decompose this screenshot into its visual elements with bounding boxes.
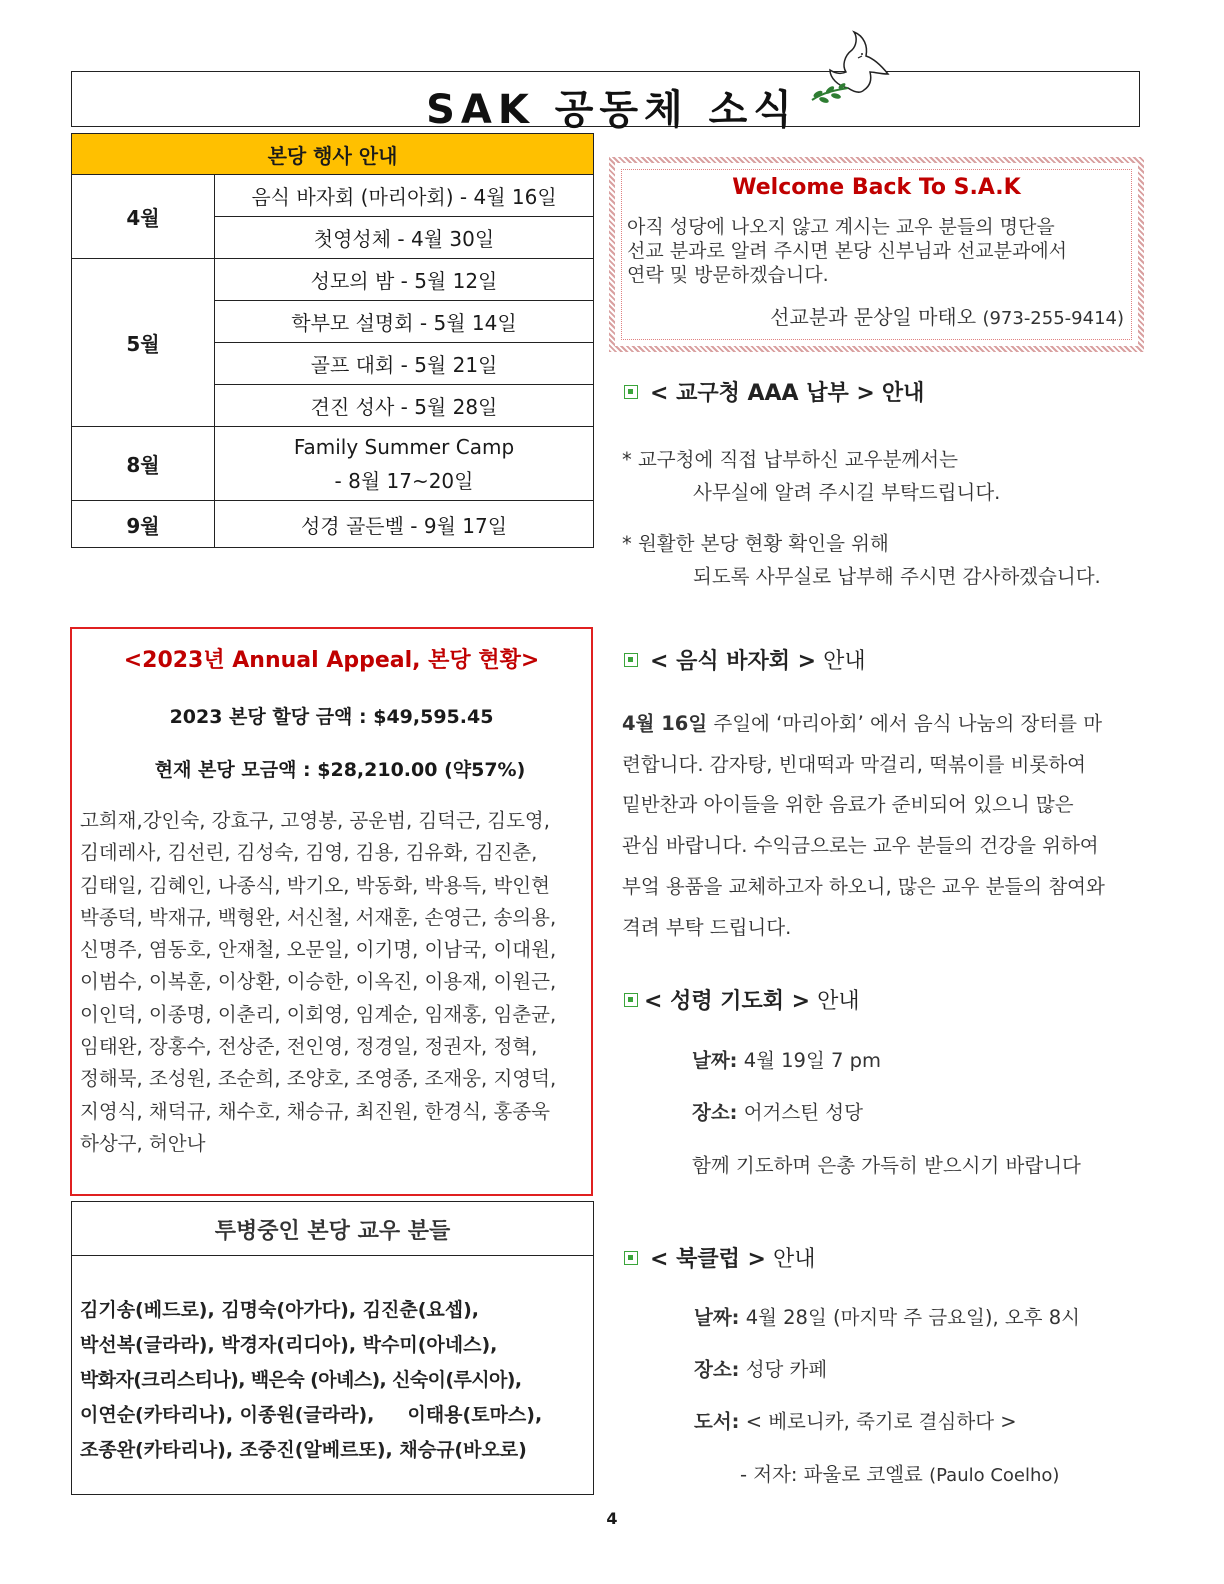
event-item <box>215 427 594 501</box>
event-item: 첫영성체 - 4월 30일 <box>215 217 594 259</box>
bookclub-heading <box>624 1242 815 1273</box>
month-cell: 4월 <box>72 175 215 259</box>
welcome-title: Welcome Back To S.A.K <box>732 175 1021 200</box>
prayer-heading-title: < 성령 기도회 > <box>644 989 811 1014</box>
prayer-place-value: 어거스틴 성당 <box>743 1101 863 1124</box>
prayer-heading <box>624 984 860 1015</box>
sick-line: 이연순(카타리나), 이종원(글라라), 이태용(토마스), <box>80 1404 543 1426</box>
welcome-line: 연락 및 방문하겠습니다. <box>627 264 829 286</box>
bookclub-place-value: 성당 카페 <box>745 1358 828 1381</box>
sick-members-list <box>80 1293 585 1468</box>
event-item: 음식 바자회 (마리아회) - 4월 16일 <box>215 175 594 217</box>
donor-line: 김태일, 김혜인, 나종식, 박기오, 박동화, 박용득, 박인현 <box>80 873 550 897</box>
welcome-back-box <box>609 157 1144 352</box>
prayer-note: 함께 기도하며 은총 가득히 받으시기 바랍니다 <box>692 1154 1081 1177</box>
event-item: 골프 대회 - 5월 21일 <box>215 343 594 385</box>
sick-members-title: 투병중인 본당 교우 분들 <box>214 1219 451 1244</box>
bazaar-line: 격려 부탁 드립니다. <box>622 915 792 939</box>
aaa-heading-rest: 안내 <box>881 381 925 406</box>
bookclub-place <box>694 1354 827 1382</box>
donor-line: 고희재,강인숙, 강효구, 고영봉, 공운범, 김덕근, 김도영, <box>80 809 550 832</box>
bookclub-author-ko: - 저자: 파울로 코엘료 <box>740 1463 923 1486</box>
prayer-date <box>692 1045 881 1073</box>
bazaar-heading-rest: 안내 <box>823 649 866 674</box>
bookclub-date-value: 4월 28일 (마지막 주 금요일), 오후 8시 <box>745 1306 1080 1329</box>
welcome-line: 아직 성당에 나오지 않고 계시는 교우 분들의 명단을 <box>627 216 1055 238</box>
appeal-donor-list <box>80 805 580 1160</box>
bookclub-book-value: < 베로니카, 죽기로 결심하다 > <box>745 1410 1017 1433</box>
page-title: SAK 공동체 소식 <box>426 87 798 133</box>
prayer-place-label: 장소: <box>692 1101 738 1124</box>
event-item-line: Family Summer Camp <box>293 434 515 459</box>
page-number: 4 <box>606 1509 618 1528</box>
bazaar-line: 부엌 용품을 교체하고자 하오니, 많은 교우 분들의 참여와 <box>622 874 1105 898</box>
event-item: 학부모 설명회 - 5월 14일 <box>215 301 594 343</box>
appeal-current-amount: 현재 본당 모금액 : $28,210.00 (약57%) <box>154 759 526 781</box>
donor-line: 이인덕, 이종명, 이춘리, 이회영, 임계순, 임재홍, 임춘균, <box>80 1002 557 1026</box>
aaa-heading-title: < 교구청 AAA 납부 > <box>650 381 875 406</box>
events-header: 본당 행사 안내 <box>72 134 594 175</box>
bazaar-date: 4월 16일 <box>622 712 708 735</box>
donor-line: 이범수, 이복훈, 이상환, 이승한, 이옥진, 이용재, 이원근, <box>80 970 557 994</box>
bookclub-book-label: 도서: <box>694 1410 740 1433</box>
bazaar-body <box>622 704 1132 948</box>
sick-line: 박선복(글라라), 박경자(리디아), 박수미(아네스), <box>80 1334 498 1356</box>
donor-line: 김데레사, 김선린, 김성숙, 김영, 김용, 김유화, 김진춘, <box>80 841 538 865</box>
bookclub-date-label: 날짜: <box>694 1306 740 1329</box>
bazaar-heading <box>624 644 866 675</box>
prayer-place <box>692 1097 863 1125</box>
welcome-phone: (973-255-9414) <box>982 308 1124 329</box>
month-cell: 8월 <box>72 427 215 501</box>
aaa-item-line: * 교구청에 직접 납부하신 교우분께서는 <box>622 448 958 471</box>
bazaar-line <box>622 704 1132 745</box>
bazaar-line: 밑반찬과 아이들을 위한 음료가 준비되어 있으니 많은 <box>622 793 1074 817</box>
dove-icon <box>808 28 904 108</box>
bookclub-heading-rest: 안내 <box>772 1247 816 1272</box>
aaa-heading <box>624 376 924 407</box>
donor-line: 박종덕, 박재규, 백형완, 서신철, 서재훈, 손영근, 송의용, <box>80 905 557 929</box>
bookclub-place-label: 장소: <box>694 1358 740 1381</box>
bookclub-book <box>694 1406 1017 1434</box>
checkbox-icon <box>624 653 638 667</box>
bookclub-author <box>740 1459 1059 1487</box>
welcome-signature <box>770 301 1124 330</box>
sick-line: 조종완(카타리나), 조중진(알베르또), 채승규(바오로) <box>80 1439 527 1461</box>
checkbox-icon <box>624 385 638 399</box>
month-cell: 9월 <box>72 501 215 548</box>
donor-line: 지영식, 채덕규, 채수호, 채승규, 최진원, 한경식, 홍종욱 <box>80 1099 550 1123</box>
sick-line: 김기송(베드로), 김명숙(아가다), 김진춘(요셉), <box>80 1299 480 1321</box>
bazaar-heading-title: < 음식 바자회 > <box>650 649 817 674</box>
donor-line: 정해묵, 조성원, 조순희, 조양호, 조영종, 조재웅, 지영덕, <box>80 1067 557 1091</box>
sick-line: 박화자(크리스티나), 백은숙 (아녜스), 신숙이(루시아), <box>80 1369 522 1391</box>
sick-box-divider <box>71 1255 594 1256</box>
events-table <box>71 133 594 548</box>
donor-line: 신명주, 염동호, 안재철, 오문일, 이기명, 이남국, 이대원, <box>80 938 557 962</box>
prayer-date-label: 날짜: <box>692 1049 738 1072</box>
month-cell: 5월 <box>72 259 215 427</box>
aaa-item-line: * 원활한 본당 현황 확인을 위해 <box>622 532 889 555</box>
aaa-item-line: 되도록 사무실로 납부해 주시면 감사하겠습니다. <box>693 565 1101 588</box>
bookclub-heading-title: < 북클럽 > <box>650 1247 766 1272</box>
welcome-line: 선교 분과로 알려 주시면 본당 신부님과 선교분과에서 <box>627 240 1068 262</box>
checkbox-icon <box>624 993 638 1007</box>
bazaar-line: 련합니다. 감자탕, 빈대떡과 막걸리, 떡볶이를 비롯하여 <box>622 752 1087 776</box>
donor-line: 임태완, 장홍수, 전상준, 전인영, 정경일, 정권자, 정혁, <box>80 1035 538 1059</box>
welcome-body <box>627 215 1126 287</box>
prayer-heading-rest: 안내 <box>817 989 860 1014</box>
event-item: 견진 성사 - 5월 28일 <box>215 385 594 427</box>
aaa-item-line: 사무실에 알려 주시길 부탁드립니다. <box>693 481 1001 504</box>
checkbox-icon <box>624 1251 638 1265</box>
event-item: 성모의 밤 - 5월 12일 <box>215 259 594 301</box>
bookclub-date <box>694 1302 1080 1330</box>
bazaar-line-text: 주일에 ‘마리아회’ 에서 음식 나눔의 장터를 마 <box>707 712 1103 735</box>
appeal-title: <2023년 Annual Appeal, 본당 현황> <box>123 648 540 673</box>
prayer-date-value: 4월 19일 7 pm <box>743 1049 881 1072</box>
bookclub-author-en: (Paulo Coelho) <box>929 1465 1060 1486</box>
event-item-line: - 8월 17~20일 <box>334 468 474 493</box>
appeal-target-amount: 2023 본당 할당 금액 : $49,595.45 <box>169 706 494 728</box>
donor-line: 하상구, 허안나 <box>80 1131 206 1155</box>
event-item: 성경 골든벨 - 9월 17일 <box>215 501 594 548</box>
bazaar-line: 관심 바랍니다. 수익금으로는 교우 분들의 건강을 위하여 <box>622 834 1099 858</box>
welcome-sign-name: 선교분과 문상일 마태오 <box>770 305 977 329</box>
